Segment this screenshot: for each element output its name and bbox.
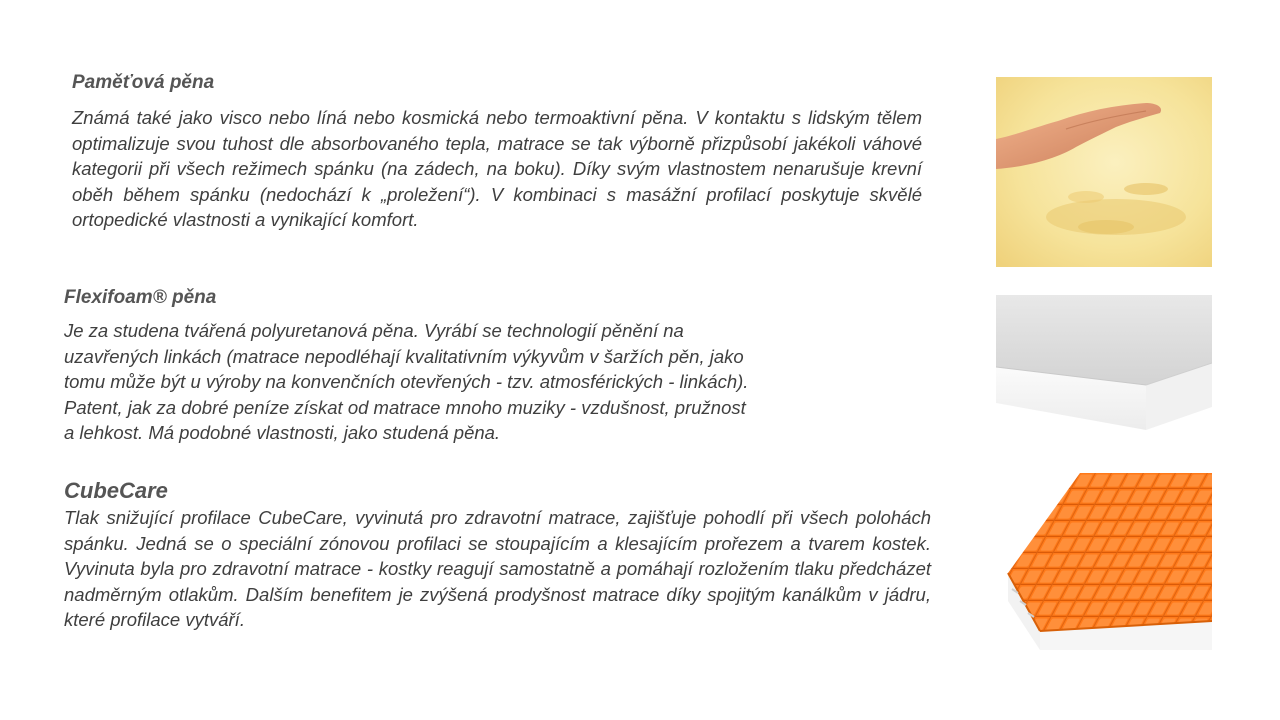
white-foam-block-photo [996,295,1212,430]
flexifoam-heading: Flexifoam® pěna [64,287,217,308]
flexifoam-line: a lehkost. Má podobné vlastnosti, jako studená pěna. [64,422,501,444]
flexifoam-line: Patent, jak za dobré peníze získat od matrace mnoho muziky - vzdušnost, pružnost [64,396,746,418]
orange-cube-profile-photo [1000,473,1212,650]
memory-foam-description: Známá také jako visco nebo líná nebo kosmická nebo termoaktivní pěna. V kontaktu s lidským tělem optimalizuje svou tuhost dle absorbovaného tepla, matrace se tak výborně přizpůsobí jakékoli váhové kategorii při všech režimech spánku (na zádech, na boku). Díky svým vlastnostem nenarušuje krevní oběh během spánku (nedochází k „proležení“). V kombinaci s masážní profilací poskytuje skvělé ortopedické vlastnosti a vynikající komfort. [72,107,922,231]
memory-foam-hand-photo [996,77,1212,267]
cubecare-heading: CubeCare [64,478,168,503]
memory-foam-heading: Paměťová pěna [72,72,215,93]
flexifoam-line: tomu může být u výroby na konvenčních otevřených - tzv. atmosférických - linkách). [64,371,749,393]
flexifoam-description [64,318,894,446]
flexifoam-line: uzavřených linkách (matrace nepodléhají kvalitativním výkyvům v šaržích pěn, jako [64,345,744,367]
cubecare-description: Tlak snižující profilace CubeCare, vyvinutá pro zdravotní matrace, zajišťuje pohodlí při všech polohách spánku. Jedná se o speciální zónovou profilaci se stoupajícím a klesajícím prořezem a tvarem kostek. Vyvinuta byla pro zdravotní matrace - kostky reagují samostatně a pomáhají rozložením tlaku předcházet nadměrným otlakům. Dalším benefitem je zvýšená prodyšnost matrace díky spojitým kanálkům v jádru, které profilace vytváří. [64,507,931,631]
flexifoam-line: Je za studena tvářená polyuretanová pěna. Vyrábí se technologií pěnění na [64,320,684,341]
